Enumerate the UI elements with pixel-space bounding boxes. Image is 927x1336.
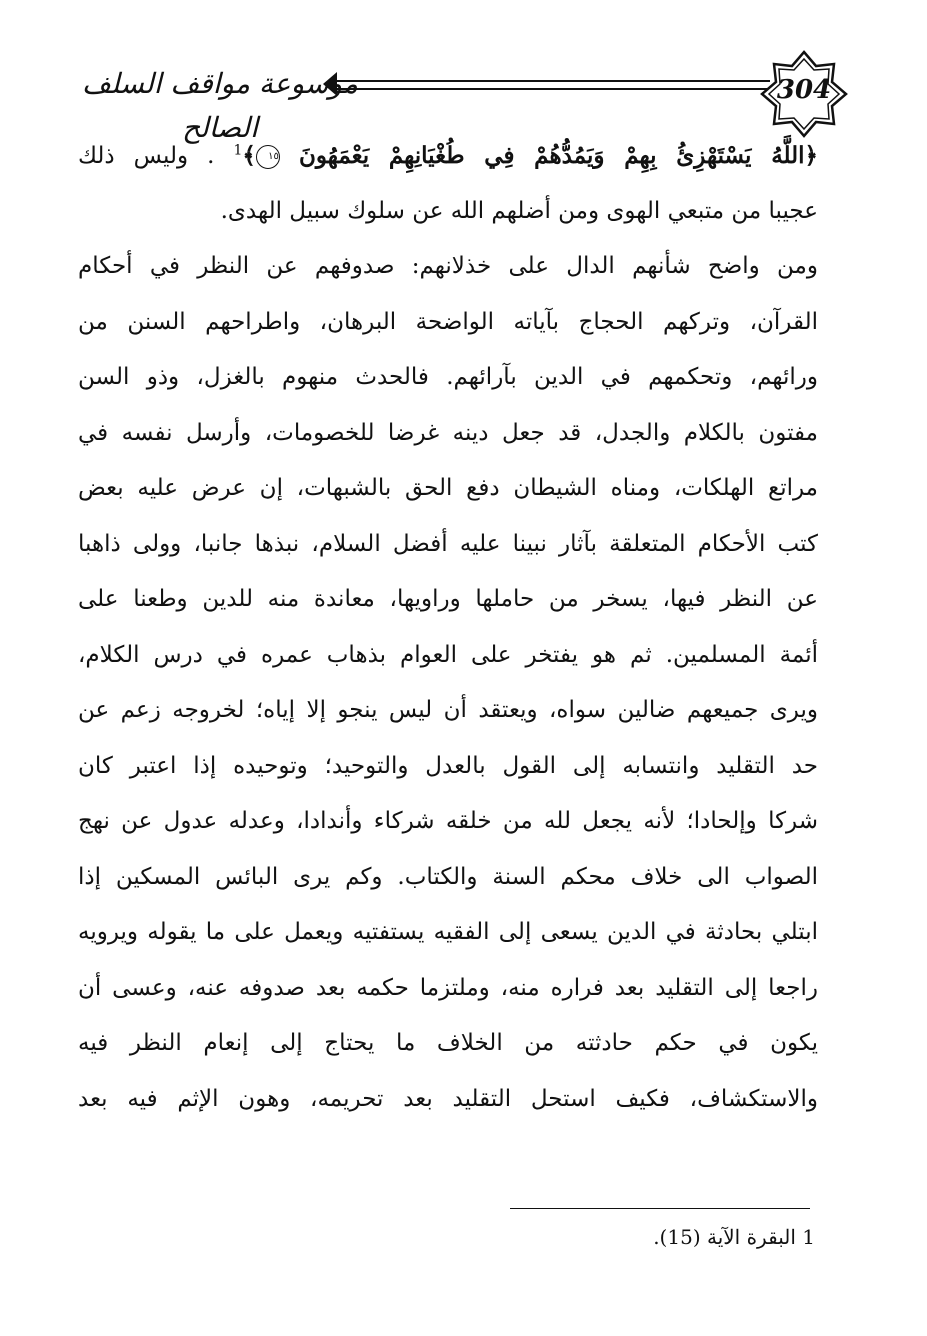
text-line: مفتون بالكلام والجدل، قد جعل دينه غرضا للخصومات، وأرسل نفسه في — [78, 419, 818, 446]
text-line: مراتع الهلكات، ومناه الشيطان دفع الحق بالشبهات، إن عرض عليه بعض — [78, 475, 818, 501]
text-line: القرآن، وتركهم الحجاج بآياته الواضحة البرهان، واطراحهم السنن من — [78, 308, 818, 335]
text-line: راجعا إلى التقليد بعد فراره منه، وملتزما حكمه بعد صدوفه عنه، وعسى أن — [78, 974, 818, 1001]
footnote: 1 البقرة الآية (15). — [653, 1225, 815, 1249]
text-line: شركا وإلحادا؛ لأنه يجعل لله من خلقه شركاء وأندادا، وعدله عدول عن نهج — [78, 808, 818, 834]
page-number: 304 — [776, 75, 832, 105]
text-line: أئمة المسلمين. ثم هو يفتخر على العوام بذهاب عمره في درس الكلام، — [78, 641, 818, 668]
verse-close-bracket: ﴾ — [242, 142, 256, 169]
text-line: يكون في حكم حادثته من الخلاف ما يحتاج إلى إنعام النظر فيه — [78, 1030, 818, 1056]
text-line: والاستكشاف، فكيف استحل التقليد بعد تحريمه، وهون الإثم فيه بعد — [78, 1085, 818, 1112]
text-line: ويرى جميعهم ضالين سواه، ويعتقد أن ليس ينجو إلا إياه؛ لخروجه زعم عن — [78, 697, 818, 723]
text-line: حد التقليد وانتسابه إلى القول بالعدل والتوحيد؛ وتوحيده إذا اعتبر كان — [78, 752, 818, 779]
quran-verse: ﴿اللَّهُ يَسْتَهْزِئُ بِهِمْ وَيَمُدُّهُمْ فِي طُغْيَانِهِمْ يَعْمَهُونَ — [298, 142, 819, 169]
ayah-number-marker: ١٥ — [256, 145, 280, 169]
text-line: ومن واضح شأنهم الدال على خذلانهم: صدوفهم عن النظر في أحكام — [78, 253, 818, 279]
page-number-badge — [760, 50, 848, 138]
text-line: ورائهم، وتحكمهم في الدين بآرائهم. فالحدث منهوم بالغزل، وذو السن — [78, 364, 818, 390]
book-title: موسوعة مواقف السلف الصالح — [81, 67, 359, 144]
header-rule-arrow — [323, 72, 337, 96]
header-rule-bottom — [335, 88, 770, 90]
main-text — [78, 128, 818, 1127]
text-line: الصواب الى خلاف محكم السنة والكتاب. وكم يرى البائس المسكين إذا — [78, 863, 818, 890]
footnote-separator — [510, 1208, 810, 1209]
text-line: كتب الأحكام المتعلقة بآثار نبينا عليه أفضل السلام، نبذها جانبا، وولى ذاهبا — [78, 530, 818, 557]
verse-line — [78, 128, 818, 184]
text-line: عجيبا من متبعي الهوى ومن أضلهم الله عن سلوك سبيل الهدى. — [220, 197, 818, 224]
text-line: ابتلي بحادثة في الدين يسعى إلى الفقيه يستفتيه ويعمل على ما يقوله ويرويه — [78, 919, 818, 945]
footnote-reference: 1 — [233, 142, 243, 159]
header-rule-top — [335, 80, 770, 82]
page-header — [40, 62, 880, 144]
line-tail: . وليس ذلك — [78, 143, 215, 169]
text-line: عن النظر فيها، يسخر من حاملها وراويها، معاندة منه للدين وطعنا على — [78, 586, 818, 612]
